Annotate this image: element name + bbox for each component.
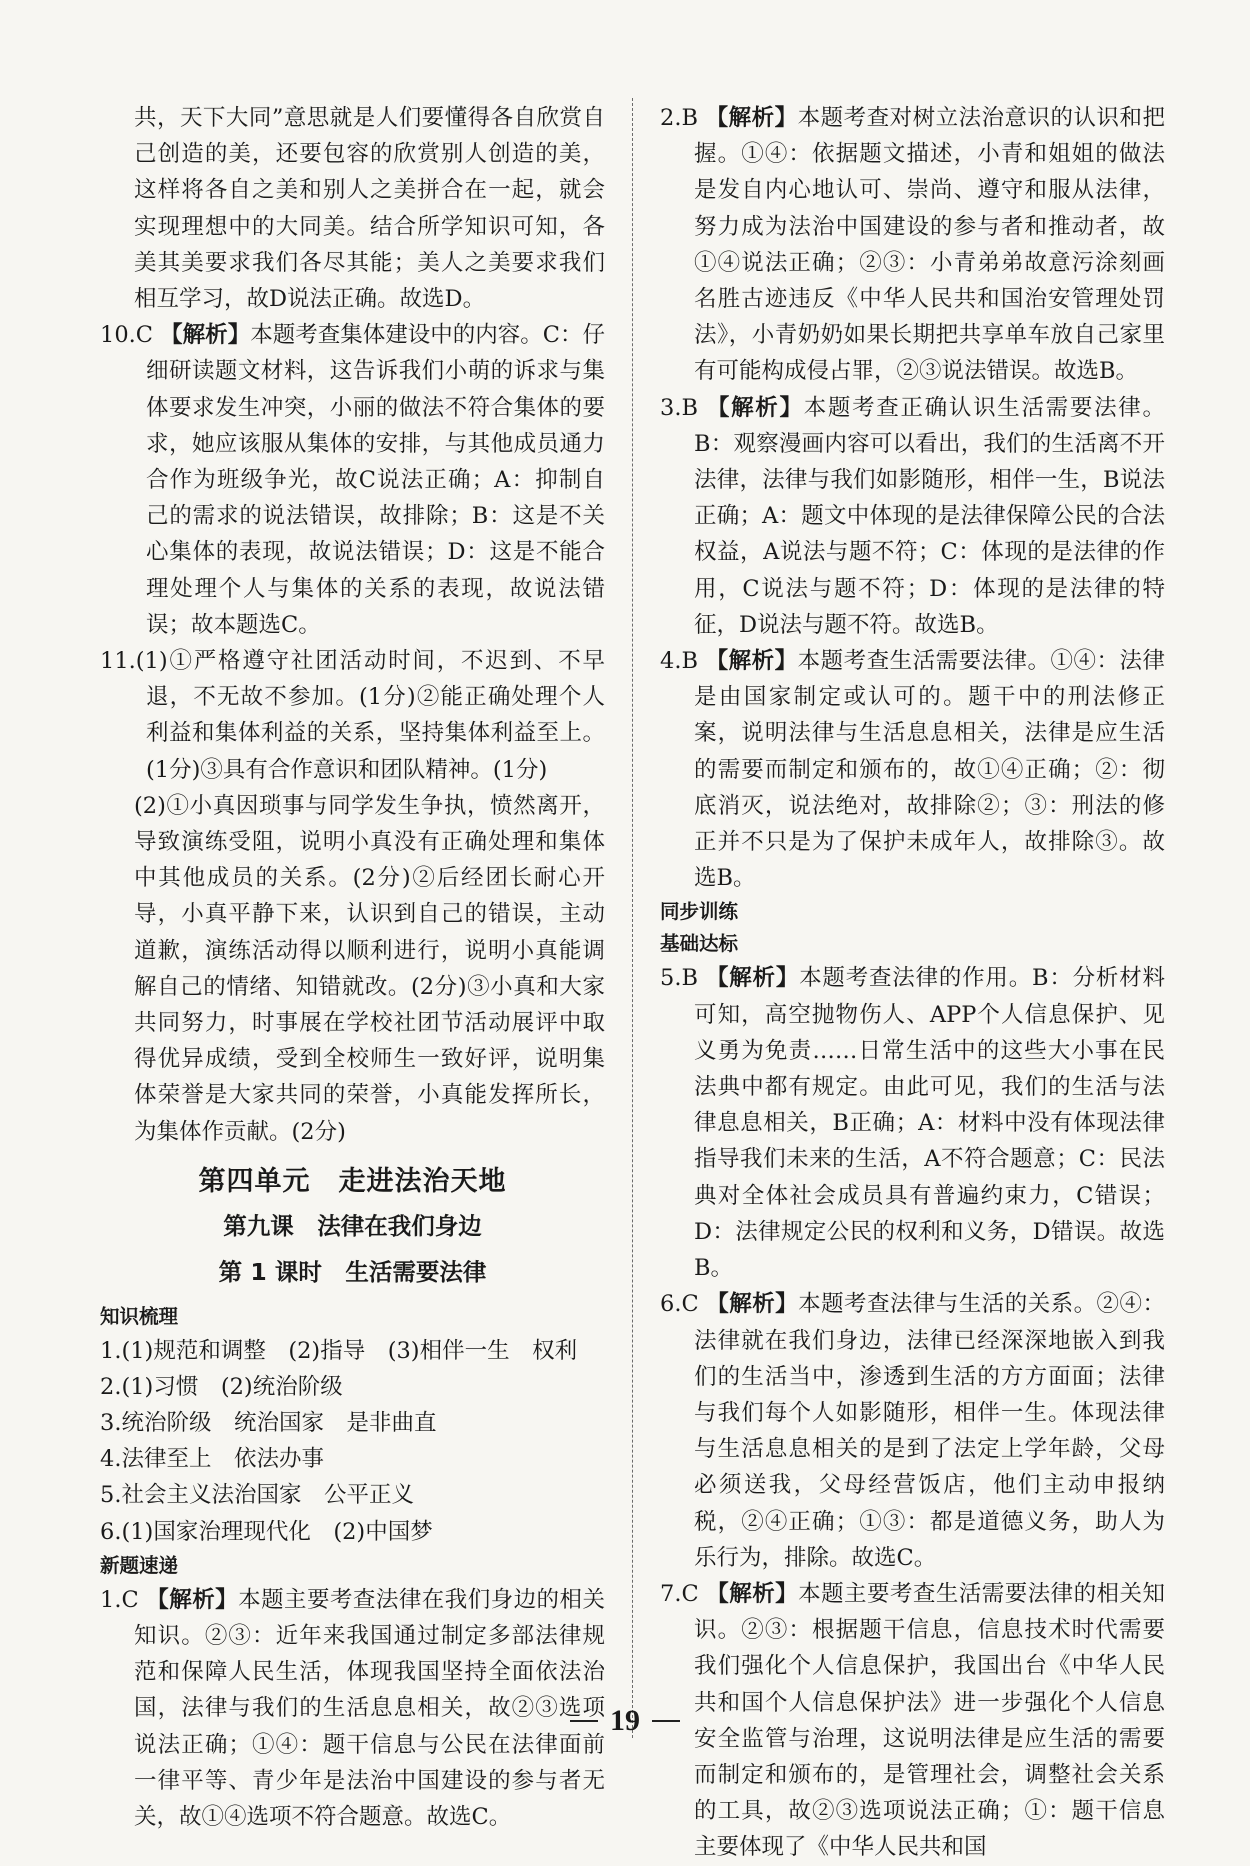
analysis-tag: 【解析】 [705, 648, 798, 675]
analysis-text: 本题考查法律与生活的关系。②④：法律就在我们身边，法律已经深深地嵌入到我们的生活当中，渗透到生活的方方面面；法律与我们每个人如影随形，相伴一生。体现法律与生活息息相关的是到了法定上学年龄，父母必须送我，父母经营饭店，他们主动申报纳税，②④正确；①③：都是道德义务，助人为乐行为，排除。故选C。 [694, 1291, 1165, 1571]
knowledge-item: 4.法律至上 依法办事 [100, 1446, 324, 1473]
knowledge-item: 6.(1)国家治理现代化 (2)中国梦 [100, 1518, 433, 1545]
analysis-text: 本题考查对树立法治意识的认识和把握。①④：依据题文描述，小青和姐姐的做法是发自内心地认可、崇尚、遵守和服从法律，努力成为法治中国建设的参与者和推动者，故①④说法正确；②③：小青弟弟故意污涂刻画名胜古迹违反《中华人民共和国治安管理处罚法》，小青奶奶如果长期把共享单车放自己家里有可能构成侵占罪，②③说法错误。故选B。 [694, 105, 1165, 385]
knowledge-item: 3.统治阶级 统治国家 是非曲直 [100, 1409, 437, 1436]
analysis-text: 本题考查正确认识生活需要法律。B：观察漫画内容可以看出，我们的生活离不开法律，法律与我们如影随形，相伴一生，B说法正确；A：题文中体现的是法律保障公民的合法权益，A说法与题不符；C：体现的是法律的作用，C说法与题不符；D：体现的是法律的特征，D说法与题不符。故选B。 [694, 394, 1165, 638]
section-heading-sync: 同步训练 [660, 900, 739, 924]
analysis-text: 本题主要考查法律在我们身边的相关知识。②③：近年来我国通过制定多部法律规范和保障人民生活，体现我国坚持全面依法治国，法律与我们的生活息息相关，故②③选项说法正确；①④：题干信息与公民在法律面前一律平等、青少年是法治中国建设的参与者无关，故①④选项不符合题意。故选C。 [134, 1586, 605, 1830]
knowledge-item: 1.(1)规范和调整 (2)指导 (3)相伴一生 权利 [100, 1337, 578, 1364]
page-number-value: 19 [610, 1704, 640, 1738]
period-title: 第 1 课时 生活需要法律 [218, 1258, 487, 1287]
answer-q4 [660, 643, 1165, 896]
left-column [100, 100, 605, 1835]
answer-q2 [660, 100, 1165, 390]
analysis-tag: 【解析】 [146, 1586, 239, 1613]
knowledge-item: 2.(1)习惯 (2)统治阶级 [100, 1373, 343, 1400]
answer-label: 5.B [660, 965, 699, 992]
analysis-text: 本题主要考查生活需要法律的相关知识。②③：根据题干信息，信息技术时代需要我们强化个人信息保护，我国出台《中华人民共和国个人信息保护法》进一步强化个人信息安全监管与治理，这说明法律是应生活的需要而制定和颁布的，是管理社会，调整社会关系的工具，故②③选项说法正确；①：题干信息主要体现了《中华人民共和国 [694, 1580, 1165, 1861]
analysis-text: 本题考查法律的作用。B：分析材料可知，高空抛物伤人、APP个人信息保护、见义勇为免责……日常生活中的这些大小事在民法典中都有规定。由此可见，我们的生活与法律息息相关，B正确；A：材料中没有体现法律指导我们未来的生活，A不符合题意；C：民法典对全体社会成员具有普遍约束力，C错误；D：法律规定公民的权利和义务，D错误。故选B。 [694, 965, 1165, 1282]
answer-label: 6.C [660, 1291, 699, 1318]
analysis-tag: 【解析】 [706, 1291, 799, 1318]
analysis-tag: 【解析】 [706, 1580, 799, 1607]
answer-label: 2.B [660, 105, 699, 131]
section-heading-knowledge: 知识梳理 [100, 1304, 179, 1328]
page-number-dash [570, 1720, 598, 1722]
analysis-text: 本题考查集体建设中的内容。C：仔细研读题文材料，这告诉我们小萌的诉求与集体要求发生冲突，小丽的做法不符合集体的要求，她应该服从集体的安排，与其他成员通力合作为班级争光，故C说法正确；A：抑制自己的需求的说法错误，故排除；B：这是不关心集体的表现，故说法错误；D：这是不能合理处理个人与集体的关系的表现，故说法错误；故本题选C。 [146, 322, 606, 638]
right-column [660, 100, 1165, 1866]
q9-continuation: 共，天下大同”意思就是人们要懂得各自欣赏自己创造的美，还要包容的欣赏别人创造的美，这样将各自之美和别人之美拼合在一起，就会实现理想中的大同美。结合所学知识可知，各美其美要求我们各尽其能；美人之美要求我们相互学习，故D说法正确。故选D。 [134, 105, 605, 313]
answer-q3 [660, 390, 1165, 643]
answer-q6 [660, 1286, 1165, 1576]
analysis-tag: 【解析】 [706, 394, 804, 421]
section-heading-new: 新题速递 [100, 1553, 179, 1577]
answer-label: 7.C [660, 1580, 699, 1607]
analysis-tag: 【解析】 [160, 322, 251, 349]
knowledge-item: 5.社会主义法治国家 公平正义 [100, 1482, 414, 1509]
column-divider [632, 98, 634, 1738]
answer-label: 4.B [660, 648, 699, 675]
answer-label: 1.C [100, 1586, 139, 1613]
analysis-text: 本题考查生活需要法律。①④：法律是由国家制定或认可的。题干中的刑法修正案，说明法律与生活息息相关，法律是应生活的需要而制定和颁布的，故①④正确；②：彻底消灭，说法绝对，故排除②；③：刑法的修正并不只是为了保护未成年人，故排除③。故选B。 [694, 648, 1165, 892]
section-heading-basic: 基础达标 [660, 932, 739, 956]
answer-label: 3.B [660, 394, 699, 421]
analysis-tag: 【解析】 [705, 105, 798, 131]
answer-q11-part2: (2)①小真因琐事与同学发生争执，愤然离开，导致演练受阻，说明小真没有正确处理和集体中其他成员的关系。(2分)②后经团长耐心开导，小真平静下来，认识到自己的错误，主动道歉，演练活动得以顺利进行，说明小真能调解自己的情绪、知错就改。(2分)③小真和大家共同努力，时事展在学校社团节活动展评中取得优异成绩，受到全校师生一致好评，说明集体荣誉是大家共同的荣誉，小真能发挥所长，为集体作贡献。(2分) [134, 792, 605, 1145]
answer-label: 10.C [100, 322, 153, 349]
page-number-dash [652, 1720, 680, 1722]
answer-q11-part1: 11.(1)①严格遵守社团活动时间，不迟到、不早退，不无故不参加。(1分)②能正确处理个人利益和集体利益的关系，坚持集体利益至上。(1分)③具有合作意识和团队精神。(1分) [100, 648, 605, 783]
answer-q10 [100, 317, 605, 643]
page-number [0, 1702, 1250, 1738]
analysis-tag: 【解析】 [705, 965, 800, 992]
lesson-title: 第九课 法律在我们身边 [223, 1212, 482, 1241]
unit-title: 第四单元 走进法治天地 [198, 1165, 507, 1197]
answer-q5 [660, 960, 1165, 1286]
